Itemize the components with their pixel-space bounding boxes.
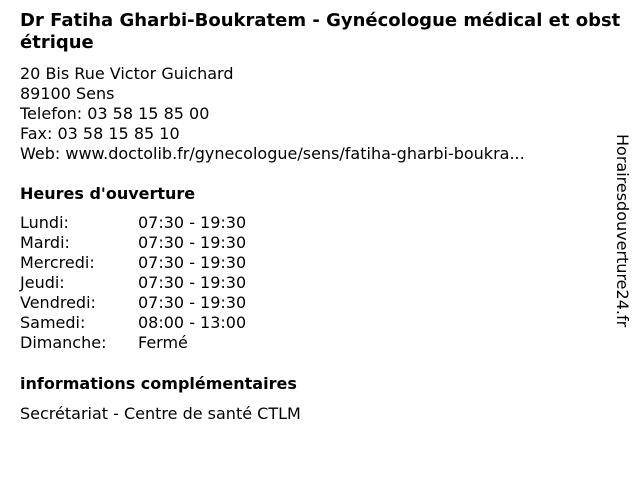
site-watermark: Horairesdouverture24.fr (613, 134, 632, 328)
day-hours: Fermé (138, 333, 188, 352)
day-label: Samedi: (20, 313, 86, 332)
hours-heading: Heures d'ouverture (20, 184, 196, 203)
day-hours: 07:30 - 19:30 (138, 253, 247, 272)
day-hours: 07:30 - 19:30 (138, 233, 247, 252)
contact-block (20, 64, 525, 164)
day-label: Dimanche: (20, 333, 107, 352)
day-label: Mardi: (20, 233, 70, 252)
address-street: 20 Bis Rue Victor Guichard (20, 64, 234, 83)
phone-number[interactable]: Telefon: 03 58 15 85 00 (20, 104, 210, 123)
day-hours: 07:30 - 19:30 (138, 293, 247, 312)
day-hours: 07:30 - 19:30 (138, 213, 247, 232)
info-text: Secrétariat - Centre de santé CTLM (20, 404, 301, 423)
day-hours: 08:00 - 13:00 (138, 313, 247, 332)
day-label: Vendredi: (20, 293, 96, 312)
info-heading: informations complémentaires (20, 374, 297, 393)
day-hours: 07:30 - 19:30 (138, 273, 247, 292)
website-link[interactable]: Web: www.doctolib.fr/gynecologue/sens/fatiha-gharbi-boukra... (20, 144, 525, 163)
day-label: Jeudi: (20, 273, 65, 292)
page-title: Dr Fatiha Gharbi-Boukratem - Gynécologue médical et obstétrique (20, 10, 621, 53)
fax-number: Fax: 03 58 15 85 10 (20, 124, 180, 143)
day-label: Mercredi: (20, 253, 95, 272)
day-label: Lundi: (20, 213, 69, 232)
address-city: 89100 Sens (20, 84, 115, 103)
